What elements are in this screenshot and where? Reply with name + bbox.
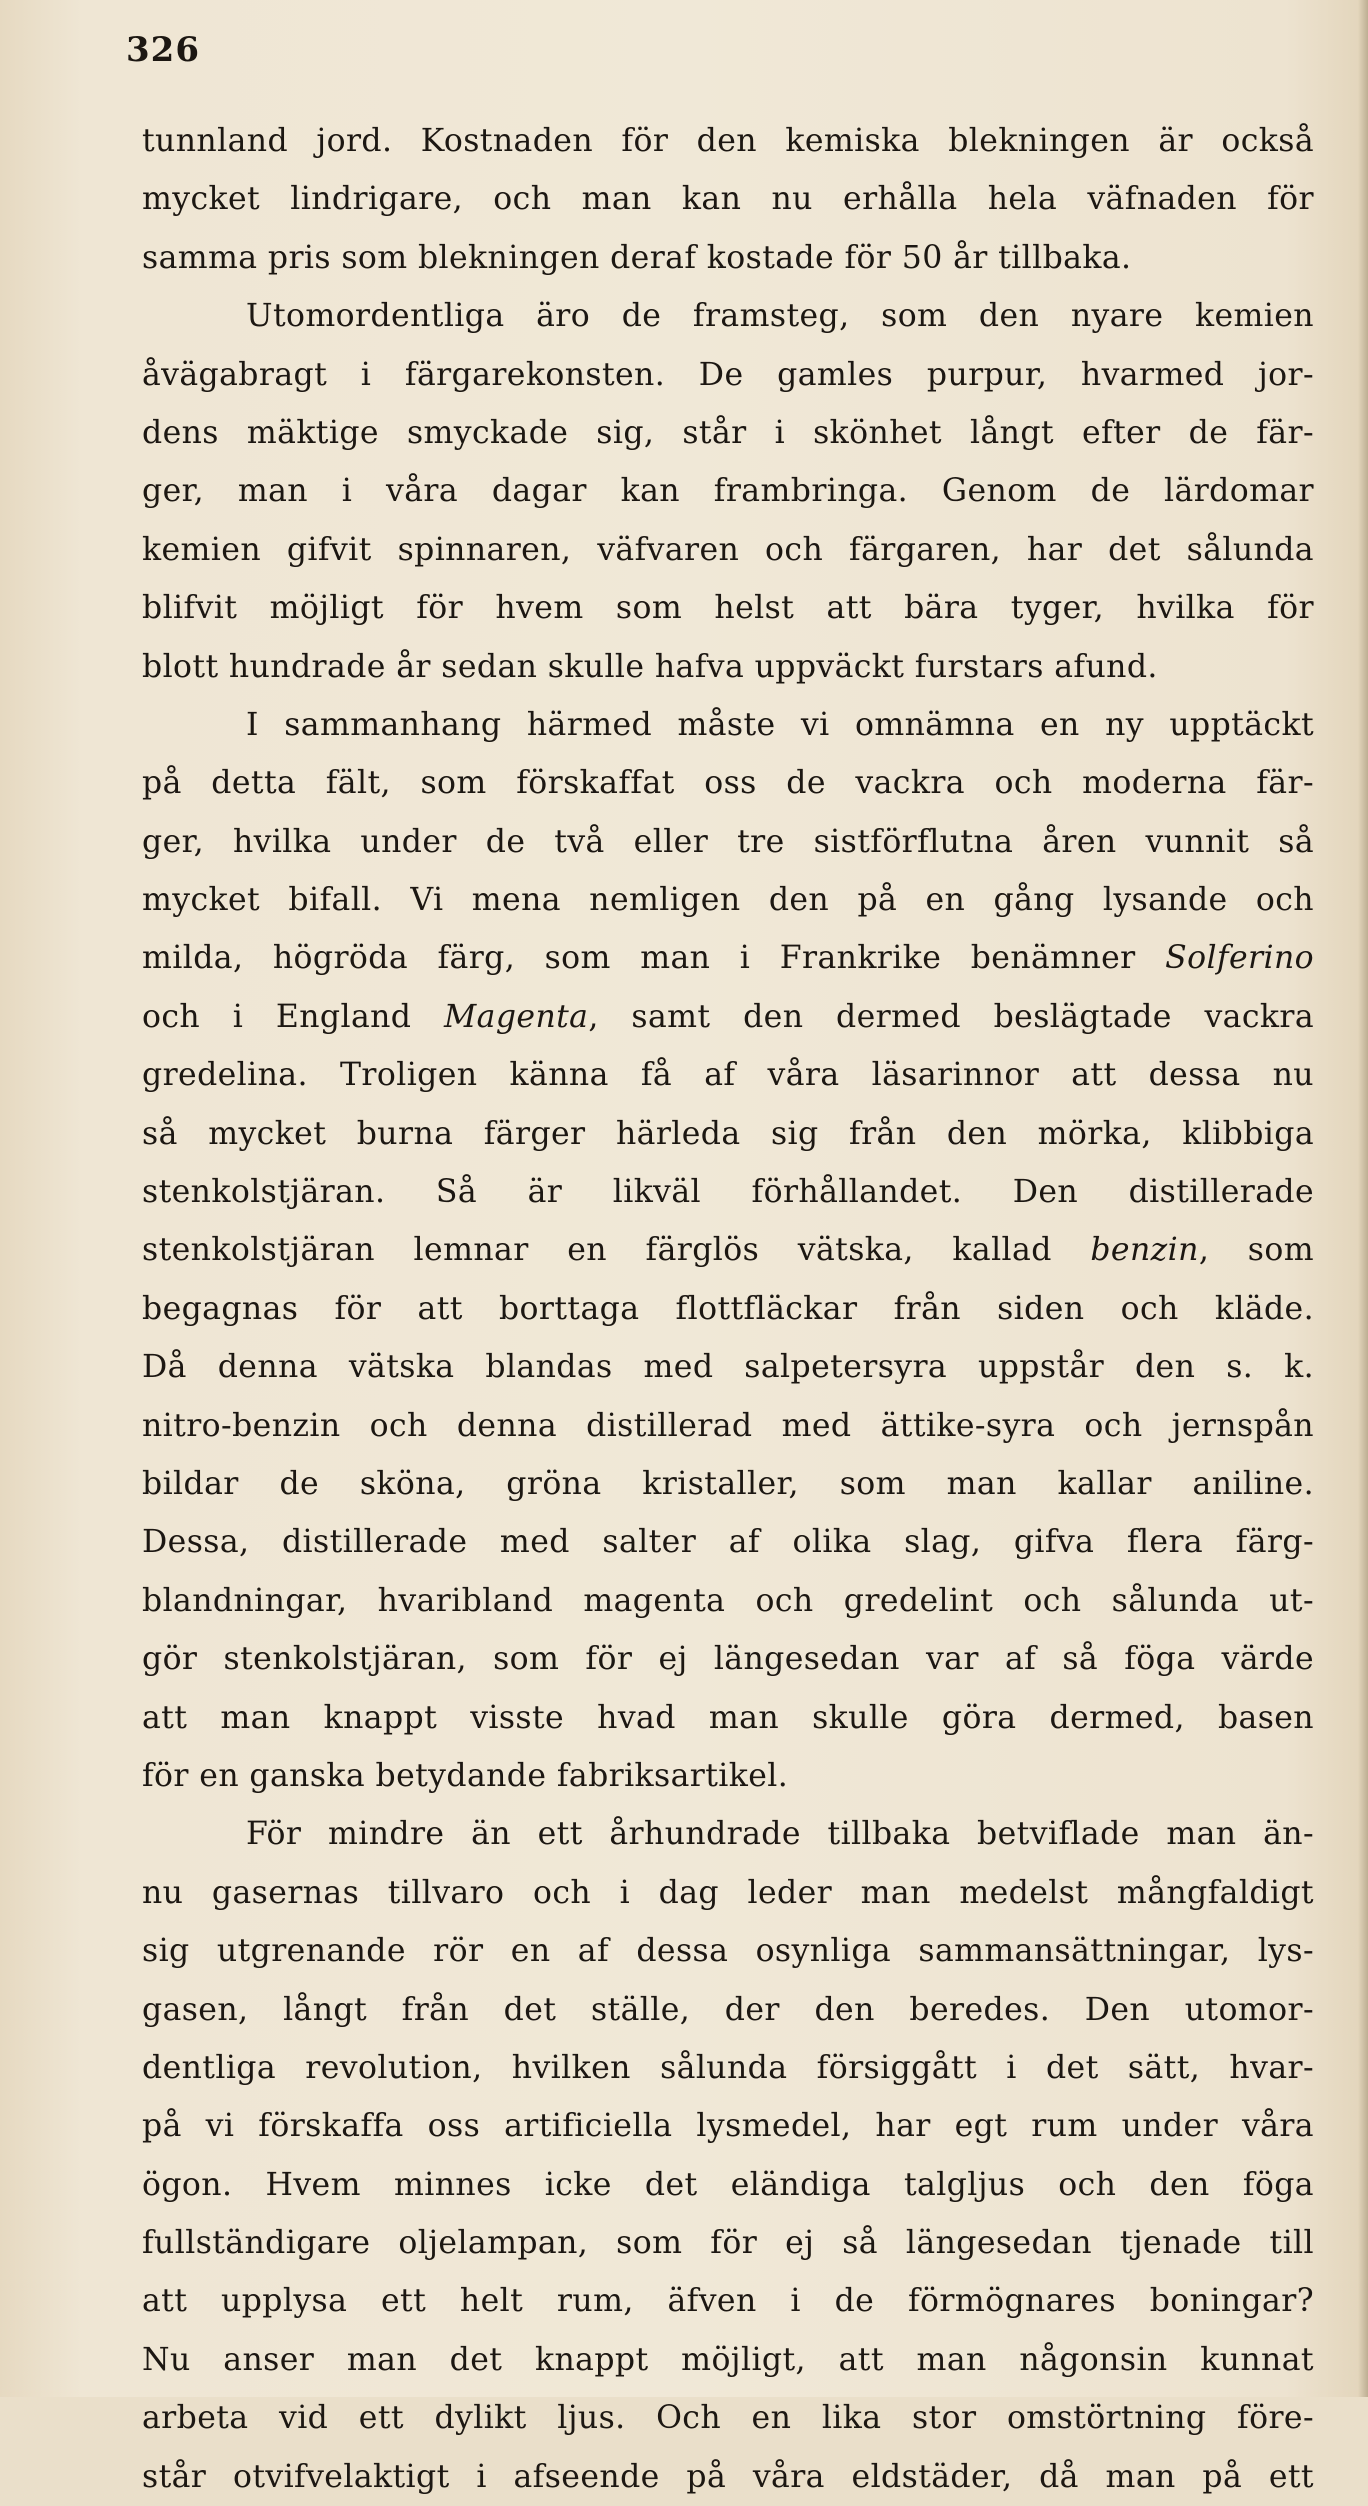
text-line: bildar de sköna, gröna kristaller, som man kallar aniline. xyxy=(142,1465,1314,1502)
italic-term: benzin xyxy=(1090,1232,1199,1269)
text-line: sig utgrenande rör en af dessa osynliga sammansättningar, lys- xyxy=(142,1933,1314,1970)
text-line: tunnland jord. Kostnaden för den kemiska blekningen är också xyxy=(142,123,1314,159)
text-line: ögon. Hvem minnes icke det eländiga talgljus och den föga xyxy=(142,2166,1314,2203)
text-line: så mycket burna färger härleda sig från den mörka, klibbiga xyxy=(142,1115,1314,1152)
text-line xyxy=(142,988,1314,1046)
text-line: gör stenkolstjäran, som för ej längesedan var af så föga värde xyxy=(142,1641,1314,1678)
text-line: samma pris som blekningen deraf kostade för 50 år tillbaka. xyxy=(142,239,1132,276)
body-text xyxy=(142,112,1314,2506)
text-segment: , som xyxy=(1198,1232,1314,1269)
text-line: nitro-benzin och denna distillerad med ättike-syra och jernspån xyxy=(142,1407,1314,1444)
text-line: I sammanhang härmed måste vi omnämna en ny upptäckt xyxy=(246,706,1314,743)
text-line: kemien gifvit spinnaren, väfvaren och färgaren, har det sålunda xyxy=(142,531,1314,568)
text-line: gredelina. Troligen känna få af våra läsarinnor att dessa nu xyxy=(142,1057,1314,1094)
italic-term: Solferino xyxy=(1165,940,1314,977)
text-line xyxy=(142,929,1314,987)
text-line: gasen, långt från det ställe, der den beredes. Den utomor- xyxy=(142,1991,1314,2028)
text-line: på detta fält, som förskaffat oss de vackra och moderna fär- xyxy=(142,765,1314,802)
italic-term: Magenta xyxy=(444,998,589,1035)
text-line: Då denna vätska blandas med salpetersyra uppstår den s. k. xyxy=(142,1349,1314,1386)
text-line: mycket lindrigare, och man kan nu erhålla hela väfnaden för xyxy=(142,181,1314,218)
text-line: dentliga revolution, hvilken sålunda försiggått i det sätt, hvar- xyxy=(142,2049,1314,2086)
text-segment: , samt den dermed beslägtade vackra xyxy=(588,998,1315,1035)
text-line: att man knappt visste hvad man skulle göra dermed, basen xyxy=(142,1699,1314,1736)
text-line: arbeta vid ett dylikt ljus. Och en lika stor omstörtning före- xyxy=(142,2400,1314,2437)
text-line: dens mäktige smyckade sig, står i skönhet långt efter de fär- xyxy=(142,414,1314,451)
text-line: För mindre än ett århundrade tillbaka betviflade man än- xyxy=(246,1816,1314,1853)
text-line: stenkolstjäran. Så är likväl förhållandet. Den distillerade xyxy=(142,1174,1314,1211)
text-line: fullständigare oljelampan, som för ej så längesedan tjenade till xyxy=(142,2225,1314,2262)
text-line: Nu anser man det knappt möjligt, att man någonsin kunnat xyxy=(142,2341,1314,2378)
page-number: 326 xyxy=(126,30,200,70)
text-line: blott hundrade år sedan skulle hafva uppväckt furstars afund. xyxy=(142,648,1158,685)
text-line: Dessa, distillerade med salter af olika slag, gifva flera färg- xyxy=(142,1524,1314,1561)
text-line: begagnas för att borttaga flottfläckar från siden och kläde. xyxy=(142,1290,1314,1327)
text-line: nu gasernas tillvaro och i dag leder man medelst mångfaldigt xyxy=(142,1874,1314,1911)
text-line: ger, man i våra dagar kan frambringa. Genom de lärdomar xyxy=(142,473,1314,510)
text-line: åvägabragt i färgarekonsten. De gamles purpur, hvarmed jor- xyxy=(142,356,1314,393)
text-line: för en ganska betydande fabriksartikel. xyxy=(142,1757,789,1794)
text-line: på vi förskaffa oss artificiella lysmedel, har egt rum under våra xyxy=(142,2108,1314,2145)
text-segment: och i England xyxy=(142,998,444,1035)
text-segment: stenkolstjäran lemnar en färglös vätska, kallad xyxy=(142,1232,1091,1269)
text-segment: milda, högröda färg, som man i Frankrike benämner xyxy=(142,940,1166,977)
text-line xyxy=(142,1221,1314,1279)
text-line: mycket bifall. Vi mena nemligen den på en gång lysande och xyxy=(142,882,1314,919)
text-line: står otvifvelaktigt i afseende på våra eldstäder, då man på ett xyxy=(142,2458,1314,2495)
text-line: ger, hvilka under de två eller tre sistförflutna åren vunnit så xyxy=(142,823,1314,860)
text-line: blifvit möjligt för hvem som helst att bära tyger, hvilka för xyxy=(142,590,1314,627)
text-line: Utomordentliga äro de framsteg, som den nyare kemien xyxy=(246,298,1314,335)
text-line: blandningar, hvaribland magenta och gredelint och sålunda ut- xyxy=(142,1582,1314,1619)
text-line: att upplysa ett helt rum, äfven i de förmögnares boningar? xyxy=(142,2283,1314,2320)
page-edge-shadow xyxy=(1358,0,1368,2397)
